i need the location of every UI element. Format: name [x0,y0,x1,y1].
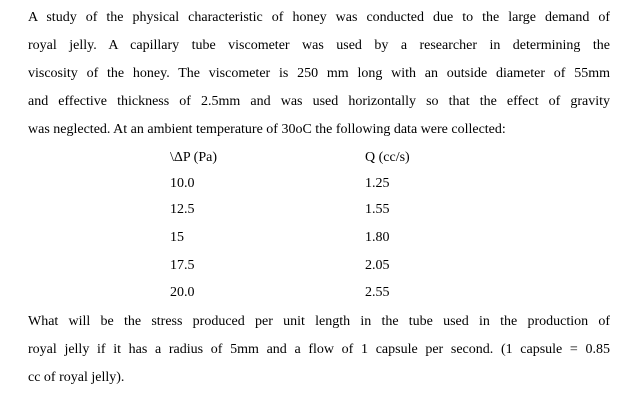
question-line-2: royal jelly if it has a radius of 5mm and a flow of 1 capsule per second. (1 capsule = 0.85 [28,342,610,357]
question-line-3: cc of royal jelly). [28,370,125,385]
intro-line-4: and effective thickness of 2.5mm and was used horizontally so that the effect of gravity [28,94,610,109]
question-line-1: What will be the stress produced per unit length in the tube used in the production of [28,314,610,329]
table-cell-pressure: 10.0 [170,176,195,191]
intro-line-5: was neglected. At an ambient temperature of 30oC the following data were collected: [28,122,506,137]
intro-line-2: royal jelly. A capillary tube viscometer was used by a researcher in determining the [28,38,610,53]
table-cell-pressure: 17.5 [170,258,195,273]
table-header-flow: Q (cc/s) [365,150,410,165]
table-header-pressure: \ΔP (Pa) [170,150,217,165]
table-cell-flow: 1.25 [365,176,390,191]
table-cell-flow: 1.55 [365,202,390,217]
table-cell-pressure: 20.0 [170,285,195,300]
table-cell-pressure: 12.5 [170,202,195,217]
table-cell-flow: 2.05 [365,258,390,273]
table-cell-pressure: 15 [170,230,184,245]
intro-line-3: viscosity of the honey. The viscometer is 250 mm long with an outside diameter of 55mm [28,66,610,81]
intro-line-1: A study of the physical characteristic of honey was conducted due to the large demand of [28,10,610,25]
table-cell-flow: 2.55 [365,285,390,300]
table-cell-flow: 1.80 [365,230,390,245]
